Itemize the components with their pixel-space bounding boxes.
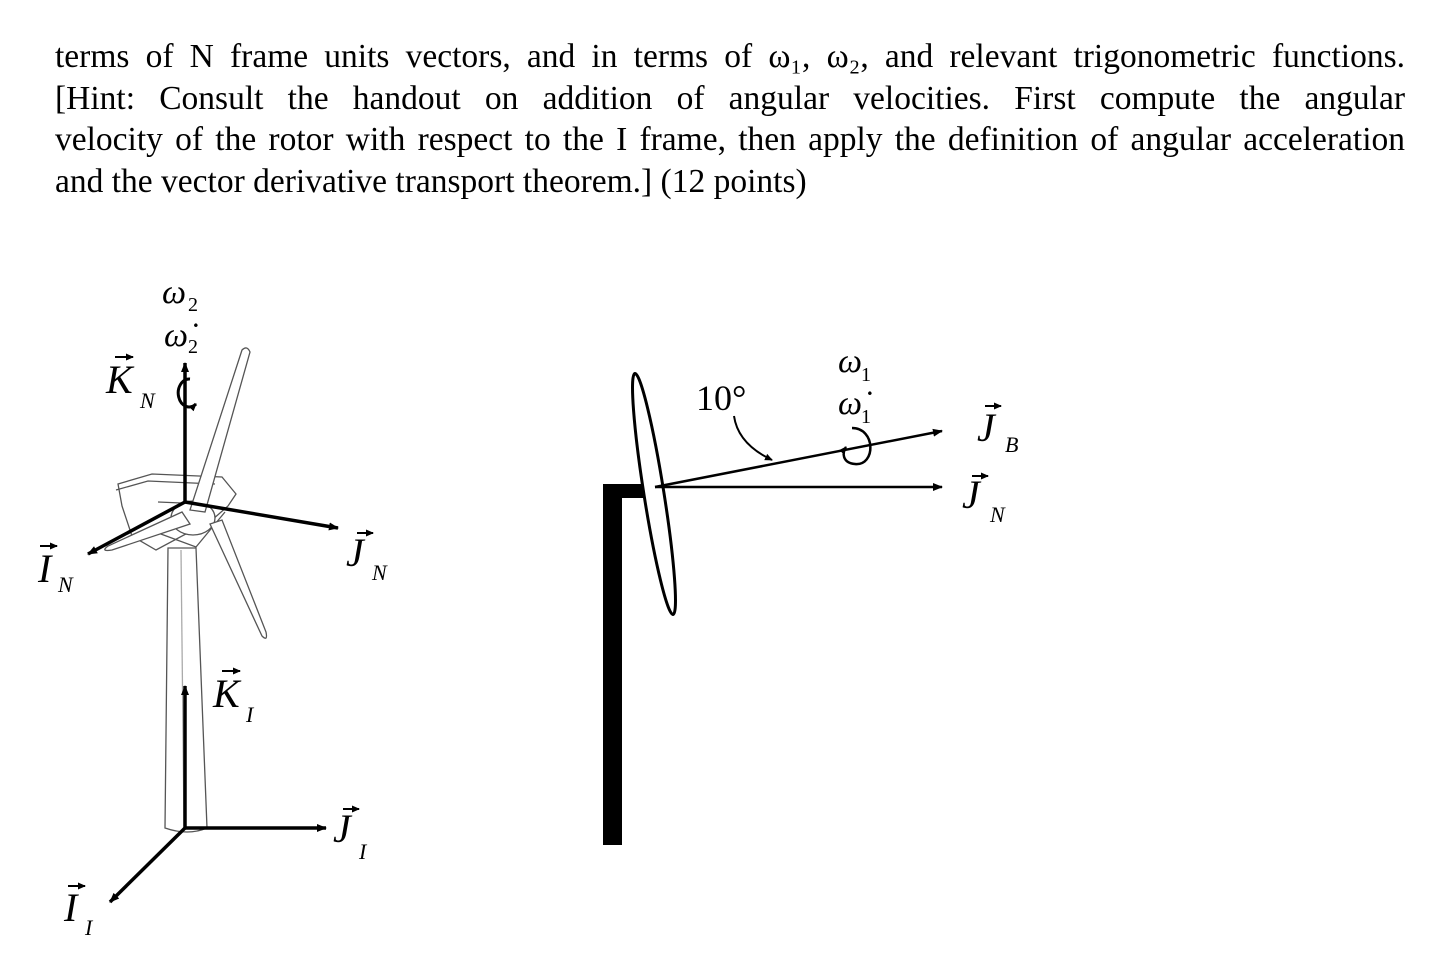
JN-label-side [962, 472, 1006, 527]
KI-label [212, 671, 255, 727]
omega1-label [838, 343, 871, 386]
angle-leader [734, 416, 772, 460]
svg-text:I: I [246, 702, 254, 727]
text-line-4: and the vector derivative transport theorem.] (12 points) [55, 162, 807, 200]
svg-text:I: I [38, 546, 52, 591]
svg-text:I: I [85, 915, 93, 940]
KN-label [105, 357, 156, 413]
svg-text:ω̇: ω̇ [838, 385, 863, 422]
II-axis [110, 828, 185, 902]
tower-side [603, 484, 622, 845]
text-line-1: terms of N frame units vectors, and in terms of ω₁, ω₂, and relevant trigonometric functions. [55, 38, 1405, 75]
JB-axis [655, 431, 942, 487]
omega2-label [162, 274, 198, 316]
svg-text:2: 2 [188, 336, 198, 358]
wind-turbine-figure [37, 274, 388, 940]
svg-text:ω: ω [838, 343, 863, 380]
svg-text:1: 1 [861, 364, 871, 386]
svg-text:2: 2 [188, 294, 198, 316]
text-line-2: [Hint: Consult the handout on addition of angular velocities. First compute the angular [55, 79, 1405, 117]
svg-text:I: I [359, 839, 367, 864]
angle-label: 10° [696, 378, 747, 418]
IN-label [37, 546, 74, 597]
svg-text:J: J [346, 530, 364, 575]
JN-label [346, 530, 388, 585]
svg-text:N: N [140, 388, 155, 413]
svg-text:K: K [213, 671, 240, 716]
svg-text:N: N [990, 502, 1005, 527]
text-line-3: velocity of the rotor with respect to the I frame, then apply the definition of angular acceleration [55, 121, 1405, 158]
svg-text:N: N [372, 560, 387, 585]
svg-text:ω̇: ω̇ [164, 317, 189, 354]
omega1-dot-label [838, 385, 872, 428]
svg-text:J: J [333, 806, 351, 851]
side-view-figure [603, 343, 1018, 845]
svg-text:B: B [1005, 432, 1019, 457]
JB-label [977, 405, 1018, 457]
svg-text:J: J [977, 405, 995, 450]
II-label [63, 885, 94, 940]
svg-text:K: K [106, 357, 133, 402]
svg-text:N: N [58, 572, 73, 597]
svg-text:1: 1 [861, 406, 871, 428]
omega2-rotation-icon [178, 379, 196, 407]
svg-text:J: J [962, 472, 980, 517]
svg-text:I: I [64, 885, 78, 930]
svg-text:ω: ω [162, 274, 187, 311]
omega2-dot-label [164, 317, 198, 358]
JI-label [333, 806, 368, 864]
